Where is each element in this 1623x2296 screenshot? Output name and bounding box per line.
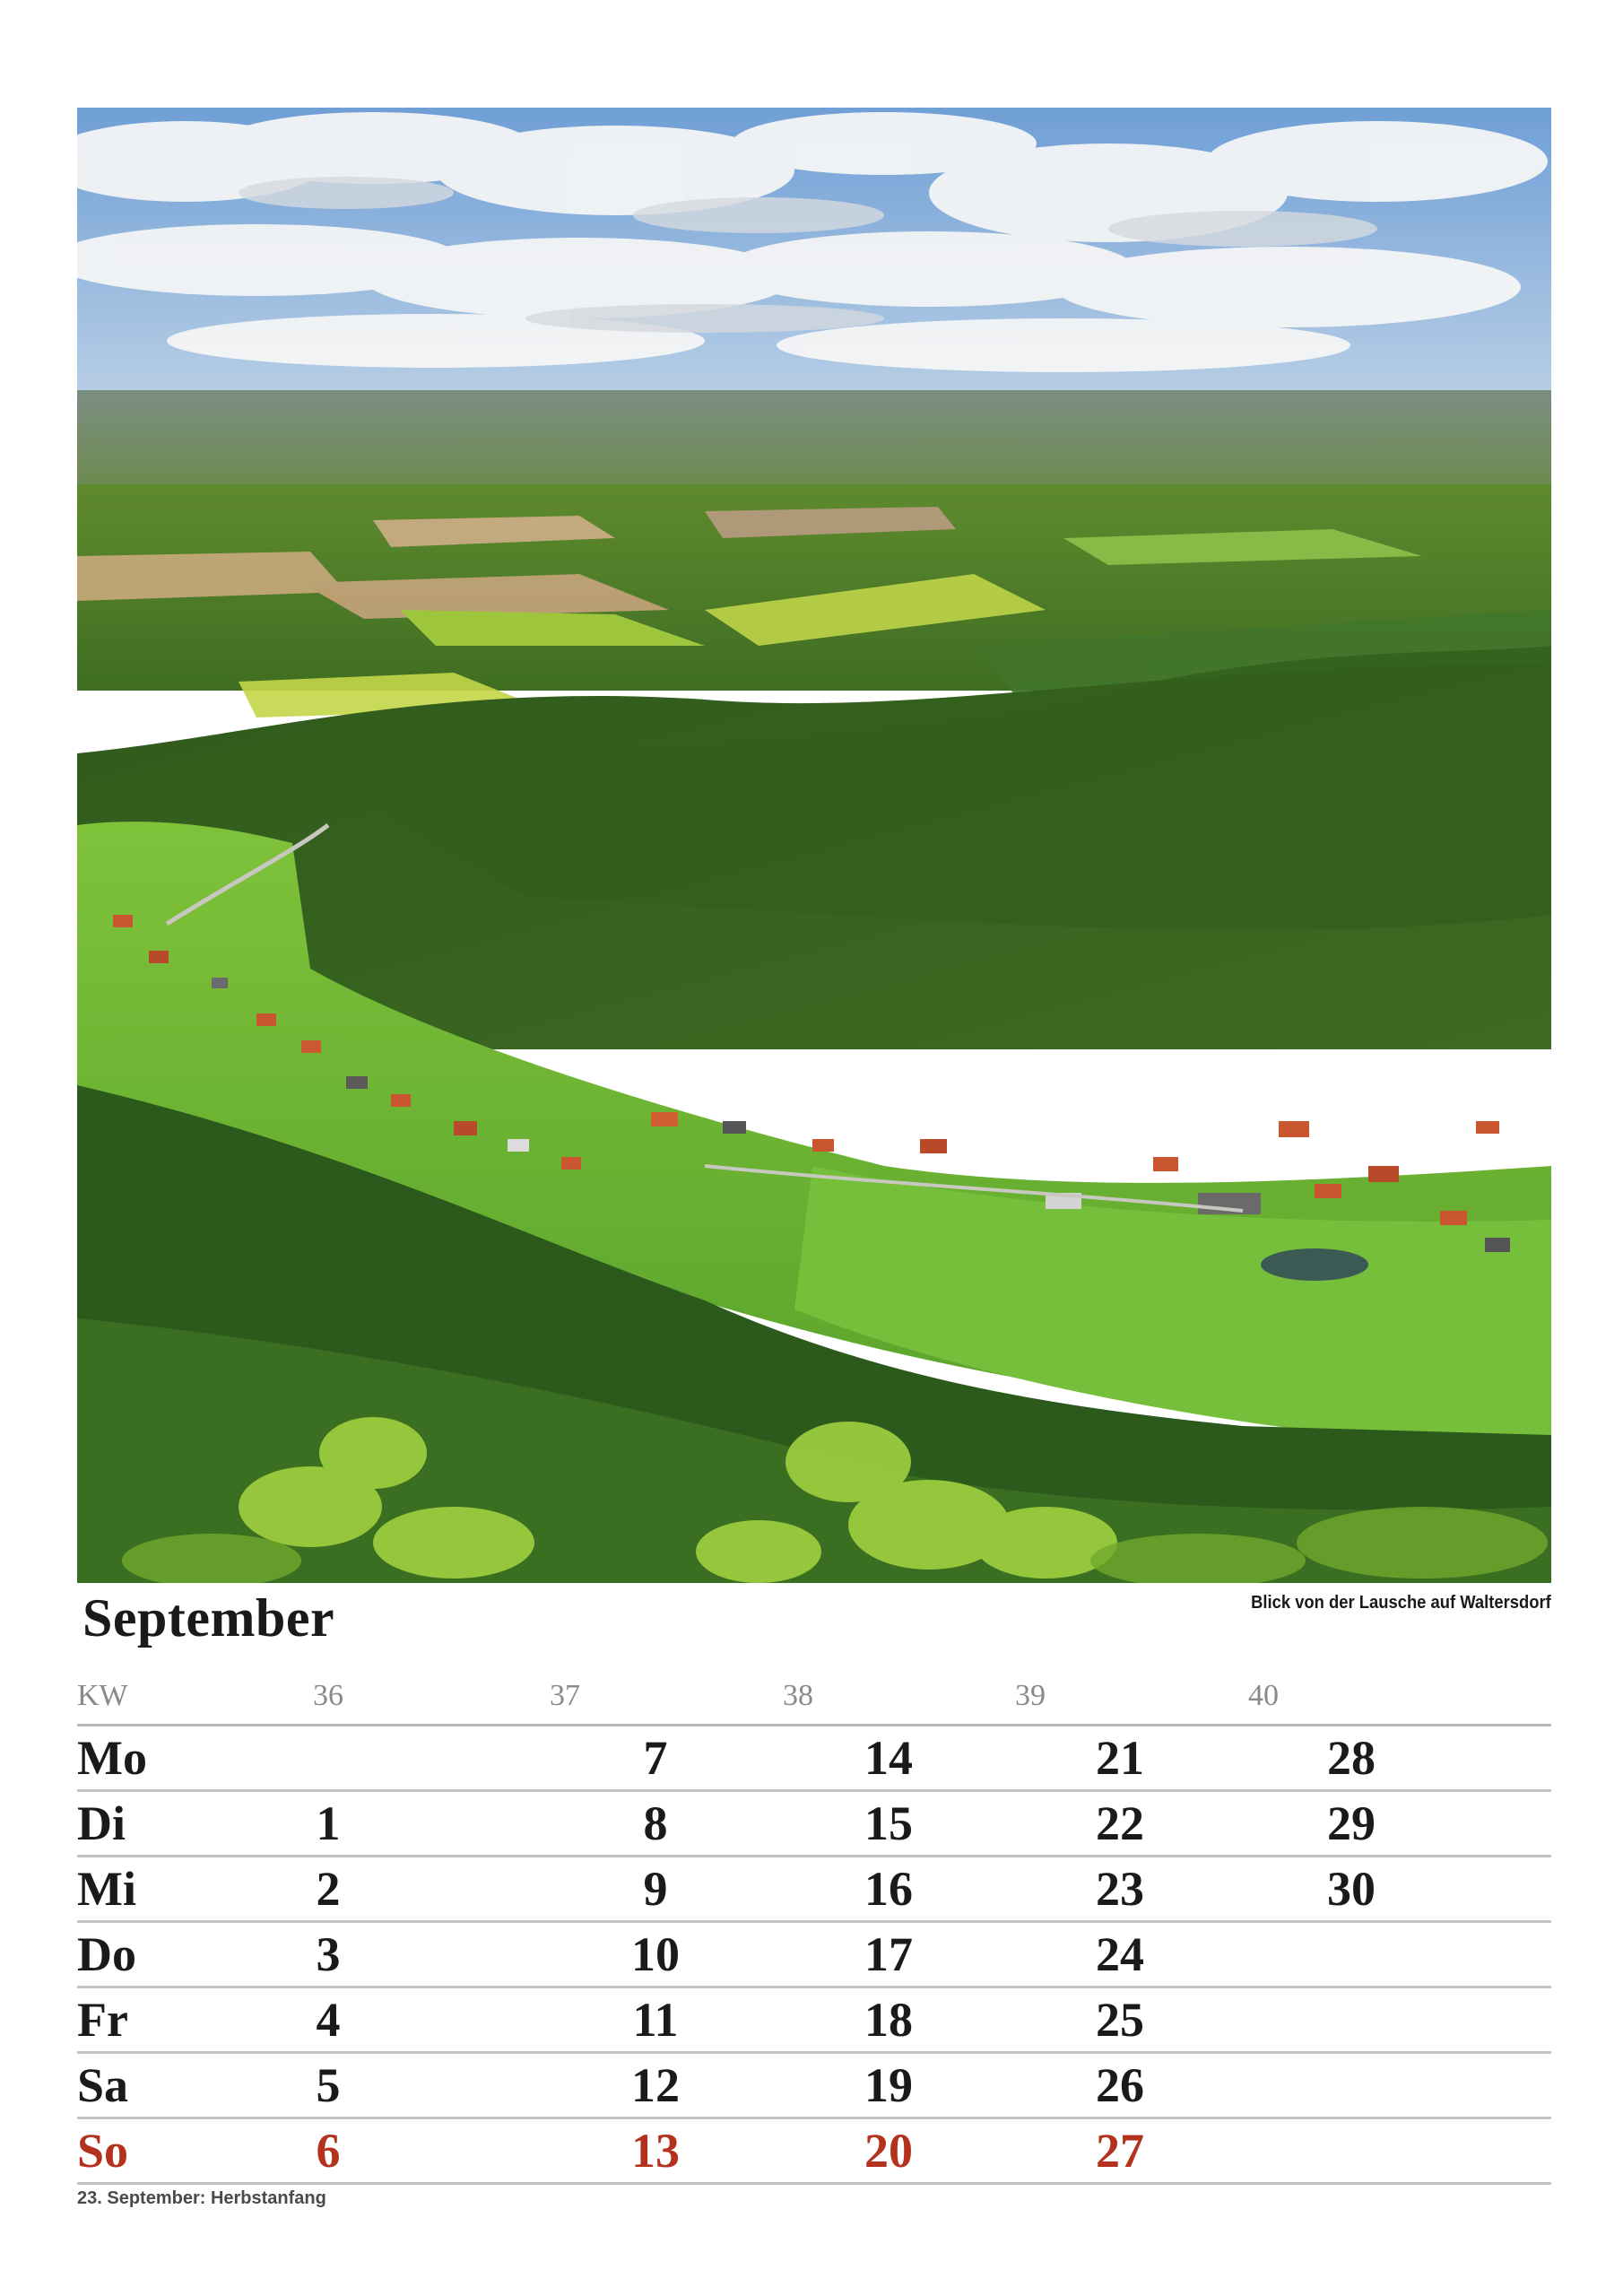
kw-label: KW [77,1679,128,1712]
landscape-photo [77,108,1551,1583]
weekday-label: Fr [77,1993,128,2047]
week-number-row [77,1668,1551,1726]
day-row-thursday [77,1923,1551,1988]
date-cell: 5 [316,2058,341,2112]
date-cell: 30 [1327,1862,1376,1916]
weekday-label: Do [77,1927,136,1981]
month-title: September [82,1588,335,1648]
holiday-footnote: 23. September: Herbstanfang [77,2188,326,2208]
date-cell: 15 [864,1796,913,1850]
date-cell [1311,1988,1392,2051]
day-row-wednesday [77,1857,1551,1923]
date-cell: 19 [864,2058,913,2112]
date-cell: 11 [632,1993,679,2047]
week-number: 39 [1015,1679,1046,1712]
calendar-grid [77,1668,1551,2185]
week-number: 40 [1248,1679,1279,1712]
date-cell: 2 [316,1862,341,1916]
date-cell: 25 [1096,1993,1144,2047]
date-cell: 9 [643,1862,668,1916]
date-cell [1311,1923,1392,1986]
date-cell: 18 [864,1993,913,2047]
date-cell: 13 [631,2124,680,2178]
photo-caption: Blick von der Lausche auf Waltersdorf [1251,1593,1551,1613]
week-number: 38 [783,1679,813,1712]
date-cell: 4 [316,1993,341,2047]
date-cell: 20 [864,2124,913,2178]
date-cell [1311,2054,1392,2117]
weekday-label: Di [77,1796,126,1850]
date-cell: 21 [1096,1731,1144,1785]
date-cell: 3 [316,1927,341,1981]
date-cell: 10 [631,1927,680,1981]
date-cell: 27 [1096,2124,1144,2178]
date-cell: 8 [643,1796,668,1850]
date-cell: 29 [1327,1796,1376,1850]
date-cell: 6 [316,2124,341,2178]
date-cell: 12 [631,2058,680,2112]
week-number: 37 [550,1679,580,1712]
date-cell: 24 [1096,1927,1144,1981]
date-cell: 7 [643,1731,668,1785]
date-cell: 23 [1096,1862,1144,1916]
weekday-label: Mo [77,1731,147,1785]
weekday-label: Mi [77,1862,136,1916]
date-cell [274,1726,382,1789]
date-cell [1311,2119,1392,2182]
date-cell: 22 [1096,1796,1144,1850]
week-number: 36 [313,1679,343,1712]
date-cell: 1 [316,1796,341,1850]
weekday-label: Sa [77,2058,129,2112]
date-cell: 26 [1096,2058,1144,2112]
date-cell: 16 [864,1862,913,1916]
date-cell: 28 [1327,1731,1376,1785]
day-row-saturday [77,2054,1551,2119]
day-row-tuesday [77,1792,1551,1857]
date-cell: 14 [864,1731,913,1785]
date-cell: 17 [864,1927,913,1981]
day-row-sunday [77,2119,1551,2185]
day-row-monday [77,1726,1551,1792]
day-row-friday [77,1988,1551,2054]
weekday-label: So [77,2124,129,2178]
